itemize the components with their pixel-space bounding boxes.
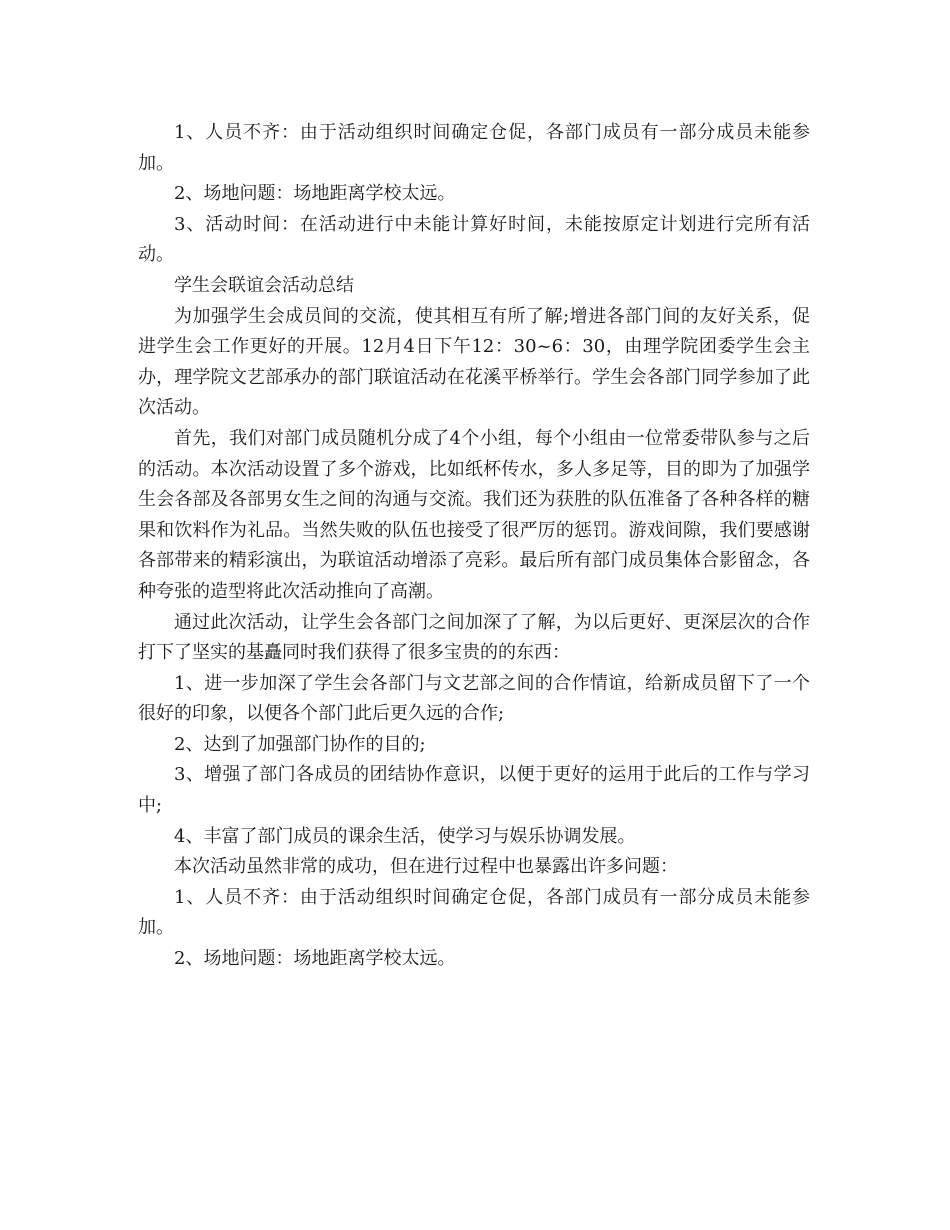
paragraph-activities: 首先，我们对部门成员随机分成了4个小组，每个小组由一位常委带队参与之后的活动。本次活动设置了多个游戏，比如纸杯传水，多人多足等，目的即为了加强学生会各部及各部男女生之间的沟通与交流。我们还为获胜的队伍准备了各种各样的糖果和饮料作为礼品。当然失败的队伍也接受了很严厉的惩罚。游戏间隙，我们要感谢各部带来的精彩演出，为联谊活动增添了亮彩。最后所有部门成员集体合影留念，各种夸张的造型将此次活动推向了高潮。	[138, 427, 810, 602]
list-item-venue-1: 2、场地问题：场地距离学校太远。	[174, 183, 456, 205]
list-item-personnel-2: 1、人员不齐：由于活动组织时间确定仓促，各部门成员有一部分成员未能参加。	[138, 886, 810, 939]
section-heading: 学生会联谊会活动总结	[174, 274, 354, 296]
list-item-personnel-1: 1、人员不齐：由于活动组织时间确定仓促，各部门成员有一部分成员未能参加。	[138, 122, 810, 174]
paragraph-problems: 本次活动虽然非常的成功，但在进行过程中也暴露出许多问题：	[174, 856, 678, 878]
list-item-venue-2: 2、场地问题：场地距离学校太远。	[174, 948, 456, 970]
paragraph-intro: 为加强学生会成员间的交流，使其相互有所了解;增进各部门间的友好关系，促进学生会工作更好的开展。12月4日下午12：30~6：30，由理学院团委学生会主办，理学院文艺部承办的部门联谊活动在花溪平桥举行。学生会各部门同学参加了此次活动。	[138, 305, 810, 419]
list-item-gain-1: 1、进一步加深了学生会各部门与文艺部之间的合作情谊，给新成员留下了一个很好的印象，以便各个部门此后更久远的合作;	[138, 672, 810, 725]
paragraph-results: 通过此次活动，让学生会各部门之间加深了了解，为以后更好、更深层次的合作打下了坚实的基矗同时我们获得了很多宝贵的的东西：	[138, 611, 810, 664]
list-item-gain-2: 2、达到了加强部门协作的目的;	[174, 733, 426, 755]
list-item-time: 3、活动时间：在活动进行中未能计算好时间，未能按原定计划进行完所有活动。	[138, 213, 810, 266]
document-body	[138, 118, 810, 975]
list-item-gain-4: 4、丰富了部门成员的课余生活，使学习与娱乐协调发展。	[174, 825, 636, 847]
list-item-gain-3: 3、增强了部门各成员的团结协作意识，以便于更好的运用于此后的工作与学习中;	[138, 764, 810, 817]
